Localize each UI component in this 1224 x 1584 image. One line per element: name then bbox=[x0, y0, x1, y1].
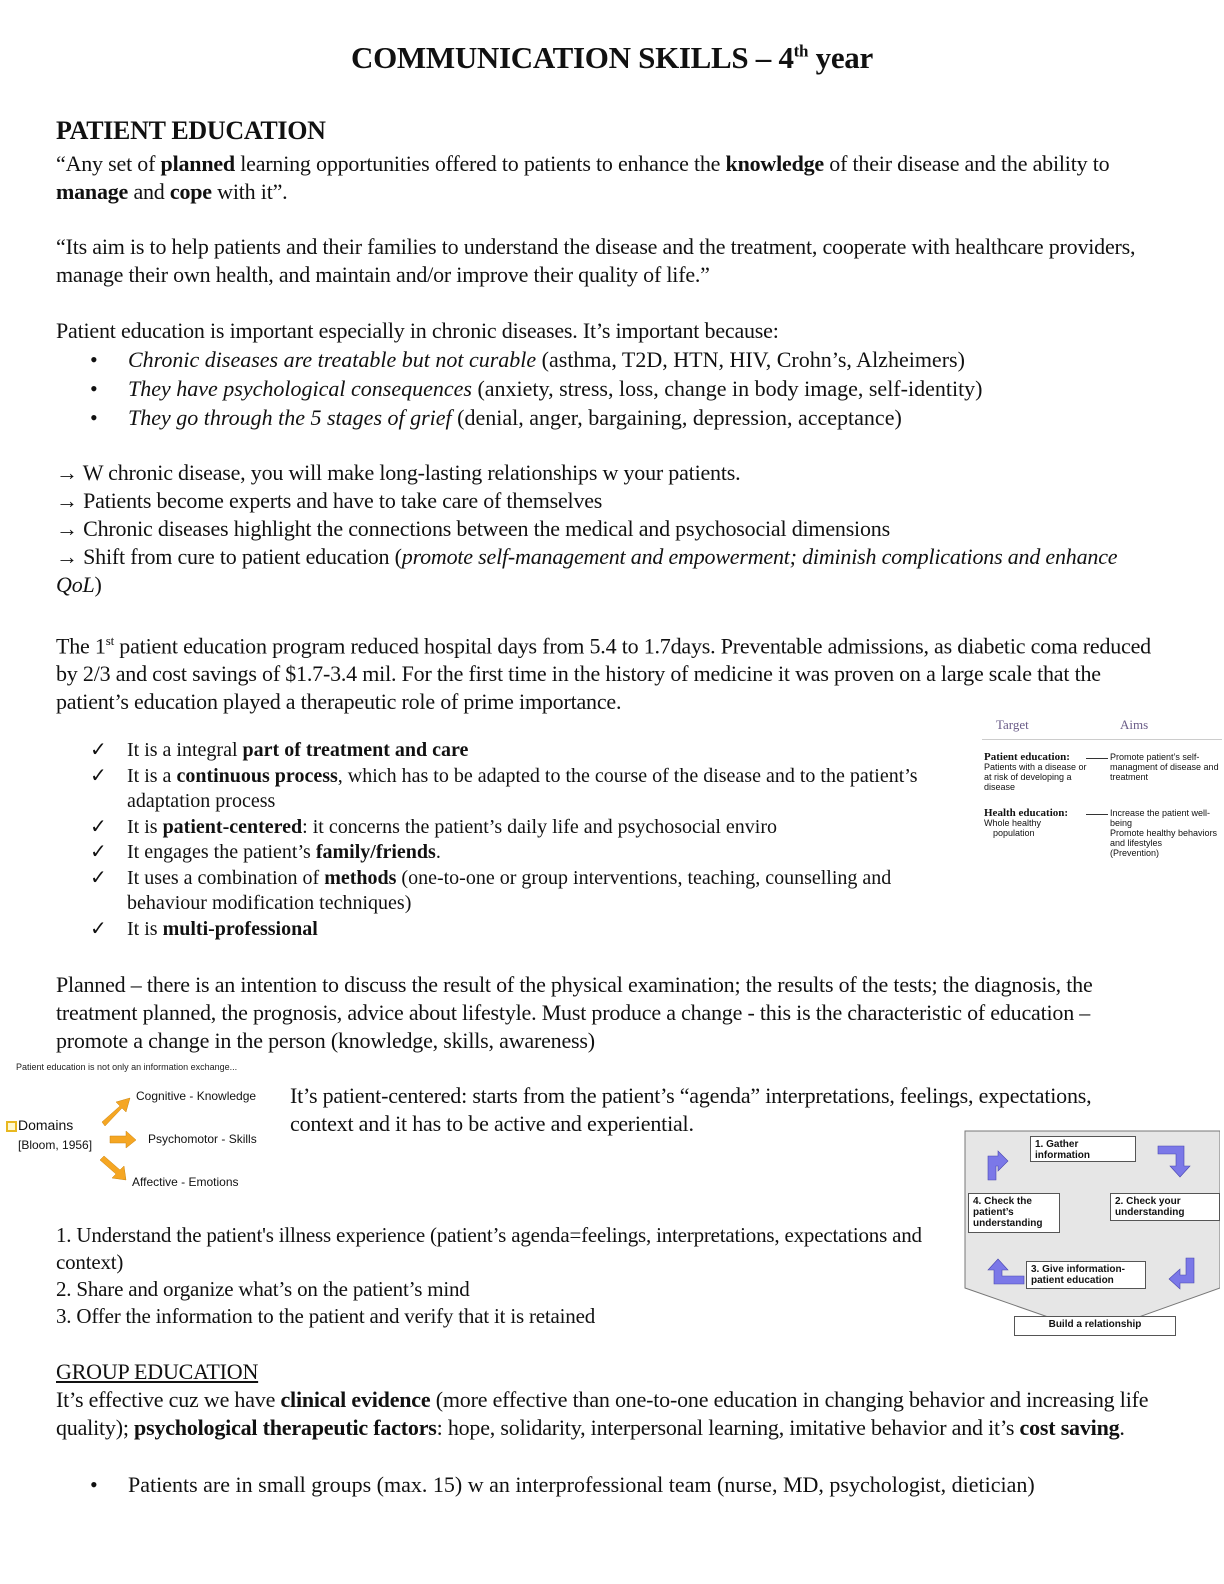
figure-caption: Patient education is not only an information exchange... bbox=[16, 1062, 238, 1072]
importance-list bbox=[90, 345, 1170, 432]
domains-label: Domains bbox=[18, 1117, 74, 1133]
section-heading-group-education: GROUP EDUCATION bbox=[56, 1359, 259, 1384]
list-item: • They have psychological consequences (anxiety, stress, loss, change in body image, self-identity) bbox=[90, 376, 983, 401]
header-target: Target bbox=[996, 717, 1029, 732]
divider bbox=[982, 739, 1222, 740]
arrow-point: → Chronic diseases highlight the connections between the medical and psychosocial dimensions bbox=[56, 516, 890, 541]
row1-aim: Promote patient’s self-managment of disease and treatment bbox=[1110, 752, 1219, 782]
arrow-point: → Patients become experts and have to take care of themselves bbox=[56, 488, 603, 513]
step-item: 1. Understand the patient's illness experience (patient’s agenda=feelings, interpretations, expectations and context) bbox=[56, 1223, 922, 1274]
list-item: ✓ It uses a combination of methods (one-to-one or group interventions, teaching, counselling and behaviour modification techniques) bbox=[90, 866, 892, 914]
arrow-point: → Shift from cure to patient education (promote self-management and empowerment; diminish complications and enhance QoL) bbox=[56, 544, 1118, 597]
psychomotor-domain: Psychomotor - Skills bbox=[148, 1132, 257, 1146]
list-item: ✓ It is multi-professional bbox=[90, 917, 950, 943]
bullet-icon: • bbox=[90, 1472, 98, 1497]
cognitive-domain: Cognitive - Knowledge bbox=[136, 1089, 257, 1103]
check-icon: ✓ bbox=[90, 764, 107, 787]
check-icon: ✓ bbox=[90, 815, 107, 838]
arrow-right-icon: → bbox=[56, 516, 78, 541]
planned-paragraph: Planned – there is an intention to discuss the result of the physical examination; the results of the tests; the diagnosis, the treatment planned, the prognosis, advice about lifestyle. Must produce a change - this is the characteristic of education – promote a change in the person (knowledge, skills, awareness) bbox=[56, 972, 1093, 1053]
arrow-right-icon bbox=[1086, 814, 1108, 815]
list-item: ✓ It engages the patient’s family/friends. bbox=[90, 840, 950, 866]
bullet-icon: • bbox=[90, 347, 98, 372]
features-checklist bbox=[90, 738, 950, 942]
check-icon: ✓ bbox=[90, 917, 107, 940]
history-paragraph: The 1st patient education program reduced hospital days from 5.4 to 1.7days. Preventable admissions, as diabetic coma reduced by 2/3 and cost savings of $1.7-3.4 mil. For the first time in the history of medicine it was proven on a large scale that the patient’s education played a therapeutic role of prime importance. bbox=[56, 633, 1151, 715]
bullet-icon: • bbox=[90, 405, 98, 430]
arrow-right-icon bbox=[1086, 758, 1108, 759]
list-item: • Patients are in small groups (max. 15) w an interprofessional team (nurse, MD, psychologist, dietician) bbox=[90, 1472, 1035, 1497]
group-education-list bbox=[90, 1470, 1200, 1499]
step-4-box: 4. Check the patient’s understanding bbox=[968, 1193, 1060, 1233]
arrow-right-icon: → bbox=[56, 488, 78, 513]
square-bullet-icon bbox=[6, 1121, 17, 1132]
patient-centered-paragraph: It’s patient-centered: starts from the patient’s “agenda” interpretations, feelings, expectations, context and it has to be active and experiential. bbox=[290, 1083, 1092, 1136]
communication-cycle-figure bbox=[962, 1128, 1220, 1340]
arrow-right-icon: → bbox=[56, 460, 78, 485]
orange-arrows-icon bbox=[96, 1088, 136, 1188]
citation: [Bloom, 1956] bbox=[18, 1138, 93, 1152]
importance-intro: Patient education is important especially in chronic diseases. It’s important because: bbox=[56, 318, 779, 343]
group-education-paragraph: It’s effective cuz we have clinical evidence (more effective than one-to-one education in changing behavior and increasing life quality); psychological therapeutic factors: hope, solidarity, interpersonal learning, imitative behavior and it’s cost saving. bbox=[56, 1387, 1149, 1440]
bullet-icon: • bbox=[90, 376, 98, 401]
check-icon: ✓ bbox=[90, 866, 107, 889]
header-aims: Aims bbox=[1120, 717, 1149, 732]
step-1-box: 1. Gather information bbox=[1030, 1136, 1136, 1162]
step-3-box: 3. Give information-patient education bbox=[1026, 1261, 1146, 1289]
check-icon: ✓ bbox=[90, 739, 107, 761]
row-patient-education: Patient education: Patients with a disease or at risk of developing a disease bbox=[984, 751, 1087, 792]
list-item: • They go through the 5 stages of grief (denial, anger, bargaining, depression, acceptance) bbox=[90, 405, 902, 430]
aim-paragraph: “Its aim is to help patients and their families to understand the disease and the treatment, cooperate with healthcare providers, manage their own health, and maintain and/or improve their quality of life.” bbox=[56, 234, 1136, 287]
row2-aims: Increase the patient well-being Promote healthy behaviors and lifestyles (Prevention) bbox=[1110, 808, 1218, 858]
step-item: 3. Offer the information to the patient and verify that it is retained bbox=[56, 1304, 596, 1328]
section-heading-patient-education: PATIENT EDUCATION bbox=[56, 116, 326, 145]
affective-domain: Affective - Emotions bbox=[132, 1175, 239, 1189]
arrow-point: → W chronic disease, you will make long-lasting relationships w your patients. bbox=[56, 460, 741, 485]
check-icon: ✓ bbox=[90, 841, 107, 863]
arrow-points bbox=[56, 459, 1166, 599]
steps-list bbox=[56, 1222, 936, 1330]
step-item: 2. Share and organize what’s on the patient’s mind bbox=[56, 1277, 470, 1301]
domains-figure bbox=[0, 1060, 290, 1195]
list-item: ✓ It is patient-centered: it concerns the patient’s daily life and psychosocial enviro bbox=[90, 815, 950, 841]
list-item: • Chronic diseases are treatable but not curable (asthma, T2D, HTN, HIV, Crohn’s, Alzheimers) bbox=[90, 347, 965, 372]
row-health-education: Health education: Whole healthy population bbox=[984, 807, 1069, 838]
target-aims-figure bbox=[982, 718, 1222, 863]
step-2-box: 2. Check your understanding bbox=[1110, 1193, 1220, 1221]
definition-paragraph: “Any set of planned learning opportunities offered to patients to enhance the knowledge of their disease and the ability to manage and cope with it”. bbox=[56, 151, 1110, 204]
page-title: COMMUNICATION SKILLS – 4th year bbox=[351, 40, 873, 75]
build-relationship-box: Build a relationship bbox=[1014, 1316, 1176, 1336]
arrow-right-icon: → bbox=[56, 544, 78, 569]
list-item: ✓ It is a continuous process, which has to be adapted to the course of the disease and to the patient’s adaptation process bbox=[90, 764, 918, 812]
list-item: ✓ It is a integral part of treatment and care bbox=[90, 738, 950, 764]
